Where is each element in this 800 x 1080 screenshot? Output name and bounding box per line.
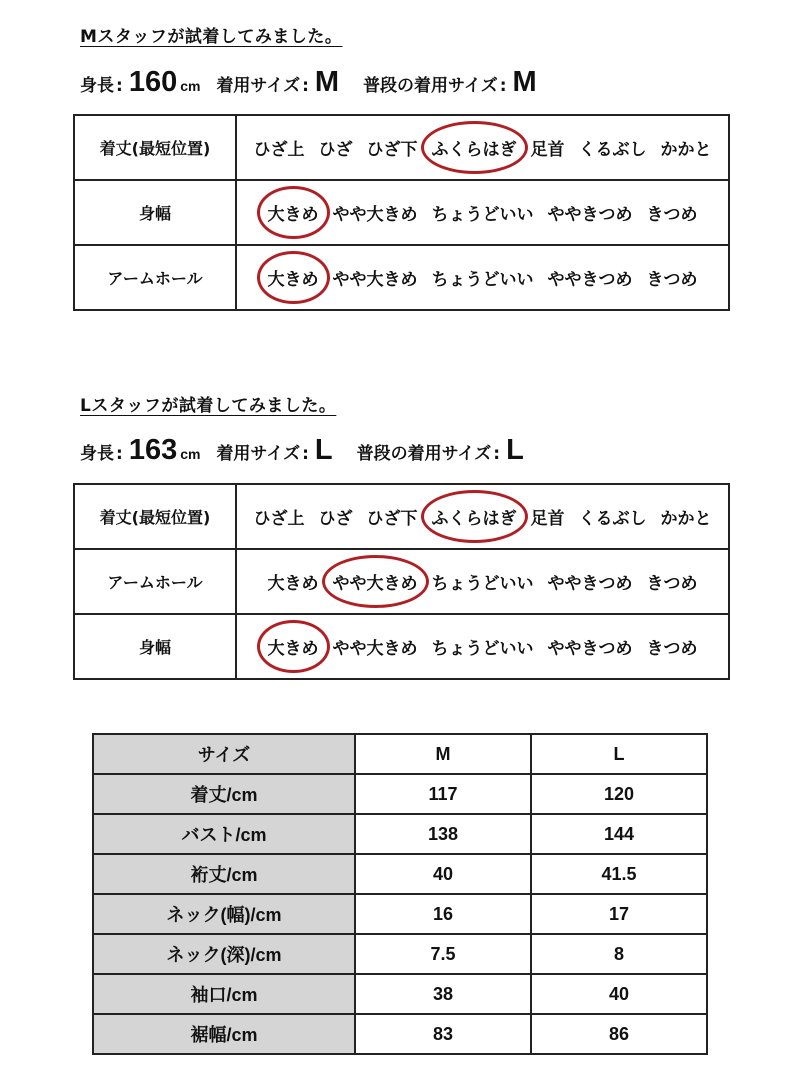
wear-size-value: L xyxy=(314,434,333,466)
spec-value-l: 40 xyxy=(531,974,707,1014)
spec-header-l: L xyxy=(531,734,707,774)
spec-row xyxy=(93,854,707,894)
height-value: 160 xyxy=(128,66,178,98)
fit-options xyxy=(236,549,729,614)
spec-row-label: バスト/cm xyxy=(93,814,355,854)
usual-size-label: 普段の着用サイズ xyxy=(363,76,498,96)
fit-options xyxy=(236,115,729,180)
spec-row-label: 着丈/cm xyxy=(93,774,355,814)
fit-options xyxy=(236,245,729,310)
staff-l-info: 身長 : 163 cm 着用サイズ : L 普段の着用サイズ : L xyxy=(80,434,524,466)
fit-row xyxy=(74,549,729,614)
size-spec-table xyxy=(92,733,708,1055)
fit-option: やや大きめ xyxy=(332,205,418,225)
fit-option: ひざ下 xyxy=(366,509,418,529)
spec-value-l: 86 xyxy=(531,1014,707,1054)
staff-m-info: 身長 : 160 cm 着用サイズ : M 普段の着用サイズ : M xyxy=(80,66,537,98)
fit-option: ちょうどいい xyxy=(431,205,534,225)
spec-value-l: 41.5 xyxy=(531,854,707,894)
fit-option: ひざ xyxy=(318,140,353,160)
spec-value-m: 117 xyxy=(355,774,531,814)
spec-value-m: 40 xyxy=(355,854,531,894)
fit-row xyxy=(74,484,729,549)
fit-options xyxy=(236,180,729,245)
staff-m-heading: Mスタッフが試着してみました。 xyxy=(80,27,343,47)
fit-option-selected: 大きめ xyxy=(261,265,326,290)
fit-option: ひざ上 xyxy=(253,509,305,529)
spec-value-m: 83 xyxy=(355,1014,531,1054)
spec-header-m: M xyxy=(355,734,531,774)
fit-option: ややきつめ xyxy=(547,205,633,225)
spec-row-label: ネック(深)/cm xyxy=(93,934,355,974)
usual-size-value: M xyxy=(512,66,537,98)
fit-option: ややきつめ xyxy=(547,574,633,594)
spec-value-l: 17 xyxy=(531,894,707,934)
fit-option: 足首 xyxy=(530,140,565,160)
spec-value-m: 7.5 xyxy=(355,934,531,974)
fit-option: ひざ下 xyxy=(366,140,418,160)
fit-row-label: 身幅 xyxy=(74,614,236,679)
fit-row-label: アームホール xyxy=(74,245,236,310)
spec-value-m: 16 xyxy=(355,894,531,934)
spec-row xyxy=(93,974,707,1014)
height-unit: cm xyxy=(180,446,201,462)
fit-options xyxy=(236,484,729,549)
spec-value-m: 138 xyxy=(355,814,531,854)
spec-row xyxy=(93,894,707,934)
spec-row-label: 裾幅/cm xyxy=(93,1014,355,1054)
fit-option: ややきつめ xyxy=(547,639,633,659)
fit-row-label: 着丈(最短位置) xyxy=(74,484,236,549)
fit-option: きつめ xyxy=(646,574,698,594)
fit-option: ひざ上 xyxy=(253,140,305,160)
fit-option-selected: やや大きめ xyxy=(326,569,425,594)
fit-option-selected: ふくらはぎ xyxy=(425,135,524,160)
fit-option: やや大きめ xyxy=(332,639,418,659)
fit-option: 足首 xyxy=(530,509,565,529)
fit-option: くるぶし xyxy=(578,140,647,160)
spec-row-label: 裄丈/cm xyxy=(93,854,355,894)
spec-row xyxy=(93,934,707,974)
wear-size-value: M xyxy=(314,66,340,98)
spec-value-l: 144 xyxy=(531,814,707,854)
fit-row-label: 着丈(最短位置) xyxy=(74,115,236,180)
spec-row xyxy=(93,814,707,854)
fit-options xyxy=(236,614,729,679)
staff-l-fit-table xyxy=(73,483,730,680)
staff-m-fit-table xyxy=(73,114,730,311)
fit-option: ちょうどいい xyxy=(431,270,534,290)
spec-value-l: 120 xyxy=(531,774,707,814)
spec-row xyxy=(93,774,707,814)
fit-option: ひざ xyxy=(318,509,353,529)
spec-row-label: 袖口/cm xyxy=(93,974,355,1014)
spec-row-label: ネック(幅)/cm xyxy=(93,894,355,934)
height-label: 身長 xyxy=(80,444,114,464)
wear-size-label: 着用サイズ xyxy=(216,76,301,96)
usual-size-label: 普段の着用サイズ xyxy=(356,444,492,464)
staff-l-heading: Lスタッフが試着してみました。 xyxy=(80,396,337,416)
fit-option: きつめ xyxy=(646,639,698,659)
spec-header-size: サイズ xyxy=(93,734,355,774)
wear-size-label: 着用サイズ xyxy=(216,444,301,464)
fit-option: かかと xyxy=(660,509,712,529)
fit-row-label: アームホール xyxy=(74,549,236,614)
fit-option: やや大きめ xyxy=(332,270,418,290)
fit-row xyxy=(74,115,729,180)
height-unit: cm xyxy=(180,78,201,94)
fit-option: 大きめ xyxy=(267,574,319,594)
fit-row xyxy=(74,180,729,245)
fit-option-selected: 大きめ xyxy=(261,634,326,659)
fit-row-label: 身幅 xyxy=(74,180,236,245)
fit-option: きつめ xyxy=(646,270,698,290)
height-value: 163 xyxy=(128,434,178,466)
fit-row xyxy=(74,614,729,679)
fit-row xyxy=(74,245,729,310)
spec-value-m: 38 xyxy=(355,974,531,1014)
fit-option: ちょうどいい xyxy=(431,639,534,659)
fit-option: かかと xyxy=(660,140,712,160)
spec-header-row xyxy=(93,734,707,774)
fit-option-selected: 大きめ xyxy=(261,200,326,225)
fit-option-selected: ふくらはぎ xyxy=(425,504,524,529)
spec-value-l: 8 xyxy=(531,934,707,974)
height-label: 身長 xyxy=(80,76,114,96)
fit-option: きつめ xyxy=(646,205,698,225)
fit-option: くるぶし xyxy=(578,509,647,529)
fit-option: ちょうどいい xyxy=(431,574,534,594)
usual-size-value: L xyxy=(506,434,524,466)
spec-row xyxy=(93,1014,707,1054)
fit-option: ややきつめ xyxy=(547,270,633,290)
